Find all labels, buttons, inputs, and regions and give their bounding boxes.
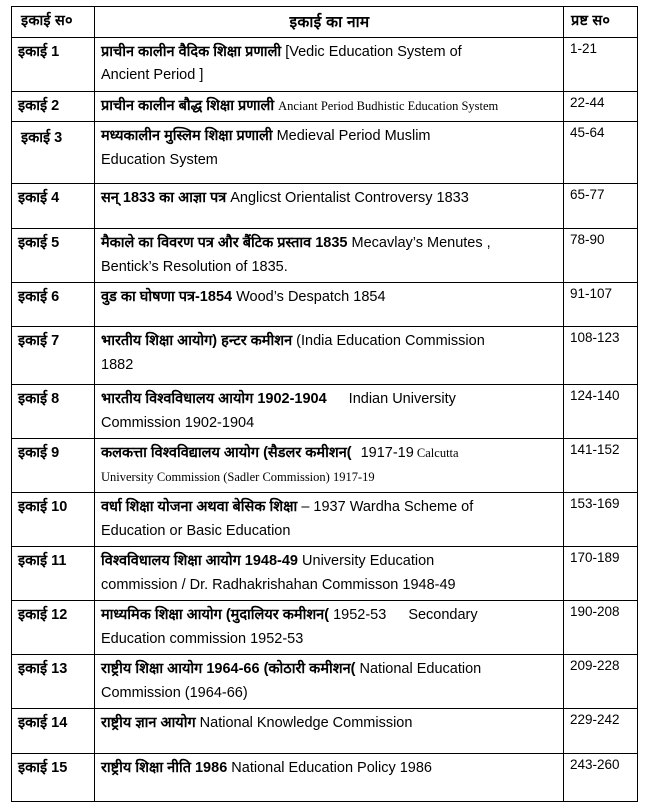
- cell-unit-name: [95, 385, 564, 439]
- cell-unit-no: इकाई 14: [12, 709, 95, 754]
- cell-page-no: 78-90: [564, 229, 638, 283]
- unit-name-english-line2: Education or Basic Education: [101, 522, 291, 539]
- table-row: [12, 493, 638, 547]
- unit-name-hindi: वर्धा शिक्षा योजना अथवा बेसिक शिक्षा: [101, 499, 302, 516]
- unit-name-hindi: कलकत्ता विश्वविद्यालय आयोग (सैडलर कमीशन(: [101, 445, 352, 462]
- cell-unit-no: इकाई 4: [12, 184, 95, 229]
- unit-name-english: Mecavlay’s Menutes ,: [351, 235, 491, 252]
- unit-name-english: (India Education Commission: [296, 333, 485, 350]
- unit-name-hindi: मैकाले का विवरण पत्र और बैंटिक प्रस्ताव 1835: [101, 235, 352, 252]
- cell-unit-name: [95, 38, 564, 92]
- unit-name-english: Anciant Period Budhistic Education System: [278, 99, 499, 113]
- cell-page-no: 190-208: [564, 601, 638, 655]
- unit-name-english: University Education: [302, 553, 435, 570]
- cell-unit-no: इकाई 5: [12, 229, 95, 283]
- unit-name-hindi: माध्यमिक शिक्षा आयोग (मुदालियर कमीशन(: [101, 607, 330, 624]
- unit-name-hindi: सन् 1833 का आज्ञा पत्र: [101, 190, 231, 207]
- cell-page-no: 108-123: [564, 327, 638, 385]
- cell-unit-no: इकाई 2: [12, 92, 95, 122]
- table-row: [12, 327, 638, 385]
- cell-unit-name: [95, 709, 564, 754]
- cell-unit-no: इकाई 1: [12, 38, 95, 92]
- cell-page-no: 141-152: [564, 439, 638, 493]
- cell-unit-no: इकाई 11: [12, 547, 95, 601]
- cell-page-no: 22-44: [564, 92, 638, 122]
- unit-name-english-line2: Education commission 1952-53: [101, 630, 304, 647]
- cell-unit-no: इकाई 8: [12, 385, 95, 439]
- unit-name-english-line2: Commission (1964-66): [101, 684, 248, 701]
- unit-name-hindi: प्राचीन कालीन वैदिक शिक्षा प्रणाली: [101, 44, 286, 60]
- table-row: [12, 92, 638, 122]
- cell-unit-name: [95, 229, 564, 283]
- cell-unit-no: इकाई 3: [12, 122, 95, 184]
- table-of-contents: [11, 6, 638, 802]
- unit-name-hindi: भारतीय विश्वविधालय आयोग 1902-1904: [101, 391, 327, 408]
- cell-page-no: 243-260: [564, 754, 638, 802]
- cell-unit-name: [95, 655, 564, 709]
- column-header-page-no: प्रष्ट स०: [564, 7, 638, 38]
- table-row: [12, 754, 638, 802]
- table-row: [12, 601, 638, 655]
- cell-unit-name: [95, 92, 564, 122]
- table-row: [12, 38, 638, 92]
- table-row: [12, 709, 638, 754]
- unit-name-english-line2: University Commission (Sadler Commission) 1917-19: [101, 469, 375, 484]
- cell-page-no: 45-64: [564, 122, 638, 184]
- cell-page-no: 65-77: [564, 184, 638, 229]
- unit-name-hindi: मध्यकालीन मुस्लिम शिक्षा प्रणाली: [101, 128, 277, 145]
- cell-page-no: 209-228: [564, 655, 638, 709]
- table-row: [12, 283, 638, 327]
- column-header-unit-no: इकाई स०: [12, 7, 95, 38]
- cell-page-no: 153-169: [564, 493, 638, 547]
- table-header-row: [12, 7, 638, 38]
- unit-name-english: Wood’s Despatch 1854: [236, 289, 386, 306]
- unit-name-hindi: राष्ट्रीय शिक्षा आयोग 1964-66 (कोठारी कमीशन(: [101, 661, 356, 678]
- unit-name-english: – 1937 Wardha Scheme of: [301, 499, 474, 516]
- unit-name-english-line2: Commission 1902-1904: [101, 414, 255, 431]
- cell-unit-no: इकाई 13: [12, 655, 95, 709]
- unit-name-english-line2: Education System: [101, 151, 218, 168]
- cell-unit-name: [95, 283, 564, 327]
- unit-name-english-line2: Ancient Period ]: [101, 67, 204, 84]
- table-row: [12, 385, 638, 439]
- unit-name-english: National Education: [355, 661, 482, 678]
- cell-unit-no: इकाई 7: [12, 327, 95, 385]
- cell-unit-no: इकाई 15: [12, 754, 95, 802]
- unit-name-english: Medieval Period Muslim: [276, 128, 431, 145]
- unit-name-english-line2: 1882: [101, 356, 134, 373]
- unit-name-serif-suffix: Calcutta: [413, 446, 459, 461]
- unit-name-hindi: राष्ट्रीय शिक्षा नीति 1986: [101, 760, 232, 777]
- unit-name-hindi: विश्वविधालय शिक्षा आयोग 1948-49: [101, 553, 303, 570]
- table-row: [12, 439, 638, 493]
- unit-name-english-line2: commission / Dr. Radhakrishahan Commisson 1948-49: [101, 576, 456, 593]
- cell-page-no: 229-242: [564, 709, 638, 754]
- unit-name-hindi: वुड का घोषणा पत्र-1854: [101, 289, 237, 306]
- cell-page-no: 170-189: [564, 547, 638, 601]
- unit-name-english: 1917-19: [360, 445, 414, 462]
- unit-name-hindi: प्राचीन कालीन बौद्ध शिक्षा प्रणाली: [101, 98, 279, 114]
- unit-name-english-line2: Bentick’s Resolution of 1835.: [101, 258, 288, 275]
- table-row: [12, 655, 638, 709]
- cell-unit-name: [95, 601, 564, 655]
- cell-unit-no: इकाई 6: [12, 283, 95, 327]
- unit-name-english: [Vedic Education System of: [285, 44, 462, 60]
- unit-name-hindi: राष्ट्रीय ज्ञान आयोग: [101, 715, 200, 732]
- unit-name-english: National Knowledge Commission: [199, 715, 413, 732]
- table-row: [12, 229, 638, 283]
- cell-unit-no: इकाई 9: [12, 439, 95, 493]
- unit-name-english: National Education Policy 1986: [231, 760, 432, 777]
- cell-page-no: 1-21: [564, 38, 638, 92]
- table-row: [12, 547, 638, 601]
- cell-unit-name: [95, 439, 564, 493]
- cell-page-no: 124-140: [564, 385, 638, 439]
- unit-name-english: 1952-53: [329, 607, 387, 624]
- unit-name-english-extra: Secondary: [408, 607, 478, 624]
- cell-unit-name: [95, 327, 564, 385]
- cell-unit-name: [95, 493, 564, 547]
- cell-unit-name: [95, 547, 564, 601]
- cell-unit-name: [95, 754, 564, 802]
- cell-unit-no: इकाई 12: [12, 601, 95, 655]
- cell-page-no: 91-107: [564, 283, 638, 327]
- unit-name-english: Anglicst Orientalist Controversy 1833: [230, 190, 469, 207]
- cell-unit-name: [95, 184, 564, 229]
- table-row: [12, 122, 638, 184]
- unit-name-english: Indian University: [348, 391, 456, 408]
- cell-unit-no: इकाई 10: [12, 493, 95, 547]
- unit-name-hindi: भारतीय शिक्षा आयोग) हन्टर कमीशन: [101, 333, 297, 350]
- cell-unit-name: [95, 122, 564, 184]
- table-row: [12, 184, 638, 229]
- column-header-unit-name: इकाई का नाम: [95, 7, 564, 38]
